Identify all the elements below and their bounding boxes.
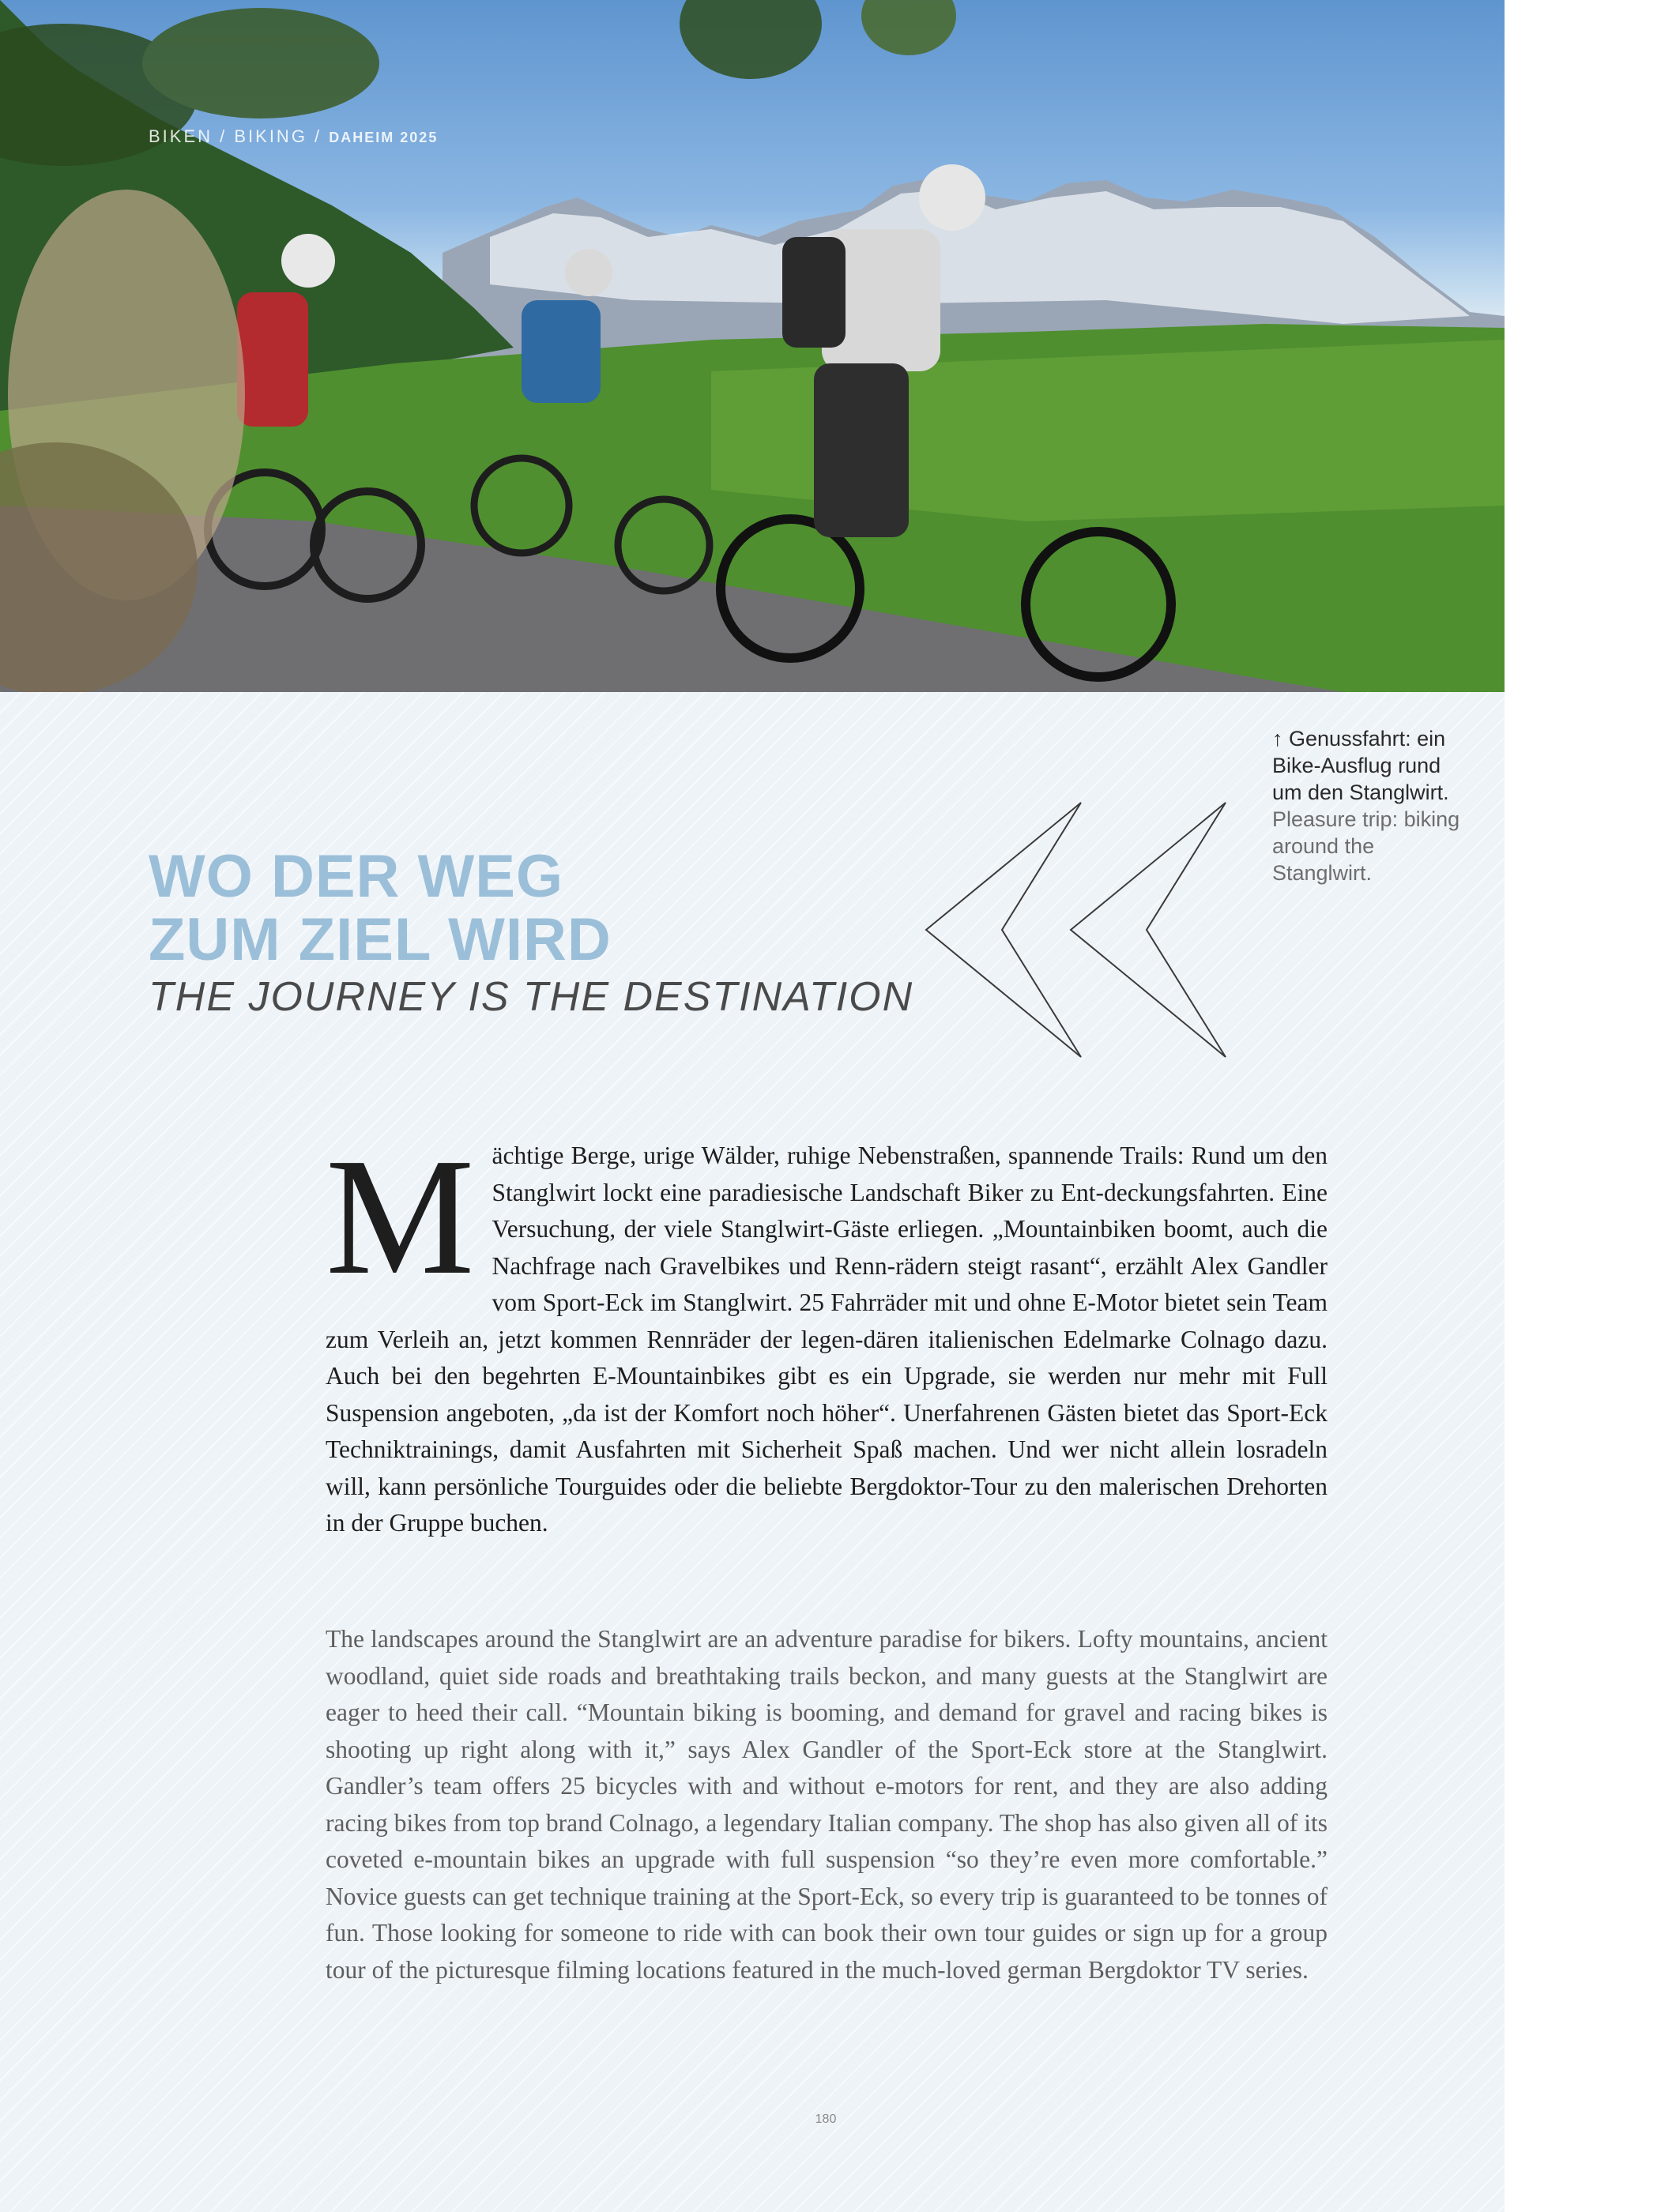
rider-1-body — [237, 292, 308, 427]
article-body-de — [326, 1123, 1328, 1542]
quote-chevrons-icon — [923, 799, 1231, 1060]
article-text-de: ächtige Berge, urige Wälder, ruhige Nebenstraßen, spannende Trails: Rund um den Stanglwirt lockt eine paradiesische Landschaft Biker zu Ent-deckungsfahrten. Eine Versuchung, der viele Stanglwirt-Gäste erliegen. „Mountainbiken boomt, auch die Nachfrage nach Gravelbikes und Renn-rädern steigt rasant“, erzählt Alex Gandler vom Sport-Eck im Stanglwirt. 25 Fahrräder mit und ohne E-Motor bietet sein Team zum Verleih an, jetzt kommen Rennräder der legen-dären italienischen Edelmarke Colnago dazu. Auch bei den begehrten E-Mountainbikes gibt es ein Upgrade, sie werden nur mehr mit Full Suspension angeboten, „da ist der Komfort noch höher“. Unerfahrenen Gästen bietet das Sport-Eck Techniktrainings, damit Ausfahrten mit Sicherheit Spaß machen. Und wer nicht allein losradeln will, kann persönliche Tourguides oder die beliebte Bergdoktor-Tour zu den malerischen Drehorten in der Gruppe buchen. — [326, 1142, 1328, 1537]
page-margin — [1505, 0, 1676, 2212]
headline-en: THE JOURNEY IS THE DESTINATION — [149, 974, 914, 1020]
rider-3-backpack — [782, 237, 846, 348]
rider-3-head — [919, 164, 985, 231]
headline-de — [149, 845, 612, 972]
rider-2-body — [522, 300, 601, 403]
arrow-up-icon: ↑ — [1272, 727, 1283, 750]
breadcrumb — [149, 126, 438, 147]
caption-de: Genussfahrt: ein Bike-Ausflug rund um den Stanglwirt. — [1272, 727, 1449, 804]
drop-cap: M — [326, 1123, 475, 1309]
rider-1-head — [281, 234, 335, 288]
hero-photo-illustration — [0, 0, 1505, 692]
caption-en: Pleasure trip: biking around the Stanglwirt. — [1272, 807, 1460, 885]
rider-2-head — [565, 249, 612, 296]
photo-caption — [1272, 725, 1462, 886]
headline-de-line2: ZUM ZIEL WIRD — [149, 906, 612, 973]
headline-de-line1: WO DER WEG — [149, 843, 564, 910]
page-number: 180 — [815, 2112, 837, 2126]
hero-photo — [0, 0, 1505, 692]
breadcrumb-section: BIKEN / BIKING / — [149, 126, 322, 146]
article-body-en: The landscapes around the Stanglwirt are an adventure paradise for bikers. Lofty mountains, ancient woodland, quiet side roads and breathtaking trails beckon, and many guests at the Stanglwirt are eager to heed their call. “Mountain biking is booming, and demand for gravel and racing bikes is shooting up right along with it,” says Alex Gandler of the Sport-Eck store at the Stanglwirt. Gandler’s team offers 25 bicycles with and without e-motors for rent, and they are also adding racing bikes from top brand Colnago, a legendary Italian company. The shop has also given all of its coveted e-mountain bikes an upgrade with full suspension “so they’re even more comfortable.” Novice guests can get technique training at the Sport-Eck, so every trip is guaranteed to be tonnes of fun. Those looking for someone to ride with can book their own tour guides or sign up for a group tour of the picturesque filming locations featured in the much-loved german Bergdoktor TV series. — [326, 1625, 1328, 1984]
rider-3-legs — [814, 363, 909, 537]
breadcrumb-issue: DAHEIM 2025 — [329, 130, 439, 145]
